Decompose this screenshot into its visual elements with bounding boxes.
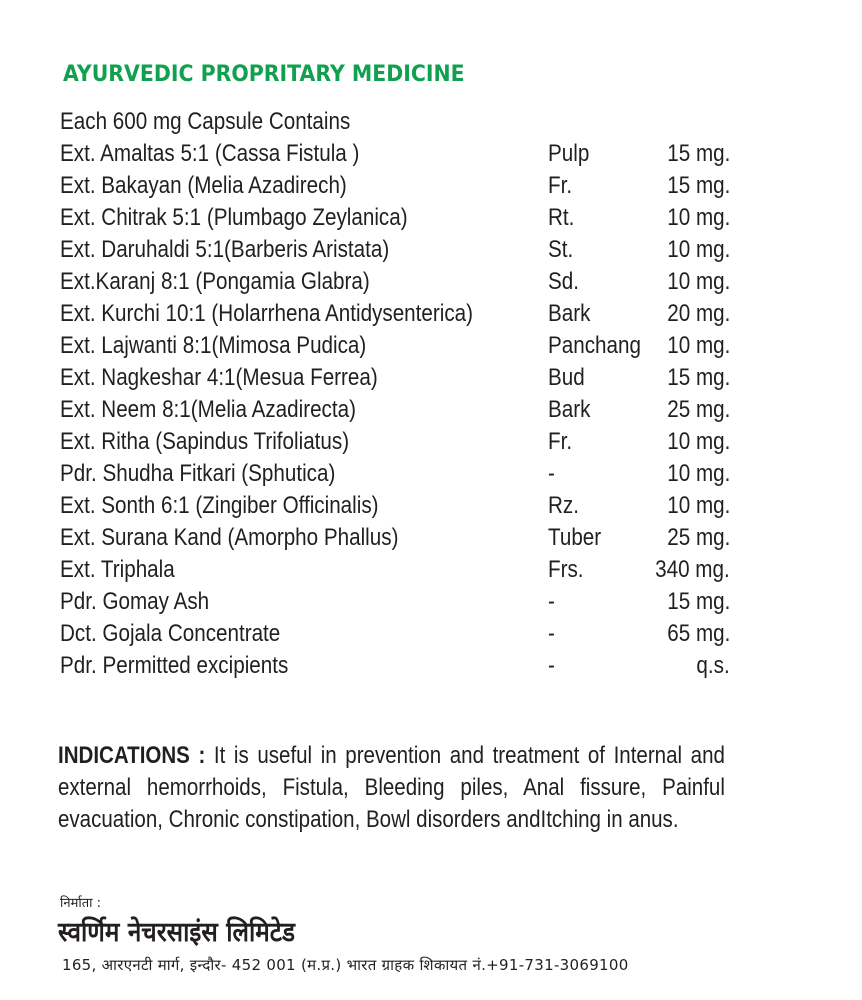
ingredient-part: Bark (548, 396, 591, 423)
ingredient-name: Ext. Sonth 6:1 (Zingiber Officinalis) (60, 492, 379, 519)
ingredient-row (60, 620, 740, 652)
ingredient-quantity: 15 mg. (666, 364, 730, 391)
ingredient-part: Panchang (548, 332, 641, 359)
ingredient-name: Pdr. Permitted excipients (60, 652, 289, 679)
ingredient-quantity: 65 mg. (666, 620, 730, 647)
ingredient-row (60, 172, 740, 204)
ingredient-row (60, 556, 740, 588)
ingredient-part: - (548, 620, 555, 647)
page-title: AYURVEDIC PROPRITARY MEDICINE (63, 62, 465, 87)
ingredient-part: Bud (548, 364, 585, 391)
ingredient-name: Ext. Kurchi 10:1 (Holarrhena Antidysenterica) (60, 300, 474, 327)
ingredient-row (60, 524, 740, 556)
ingredient-part: Rt. (548, 204, 575, 231)
ingredient-name: Ext. Bakayan (Melia Azadirech) (60, 172, 347, 199)
ingredient-name: Dct. Gojala Concentrate (60, 620, 281, 647)
ingredient-row (60, 652, 740, 684)
ingredient-part: Frs. (548, 556, 584, 583)
composition-intro: Each 600 mg Capsule Contains (60, 108, 351, 135)
ingredient-name: Pdr. Gomay Ash (60, 588, 210, 615)
ingredient-name: Ext. Triphala (60, 556, 175, 583)
ingredient-row (60, 588, 740, 620)
ingredient-part: Fr. (548, 172, 573, 199)
ingredient-part: Rz. (548, 492, 579, 519)
ingredient-quantity: 10 mg. (666, 236, 730, 263)
manufacturer-name: स्वर्णिम नेचरसाइंस लिमिटेड (58, 917, 296, 948)
ingredient-name: Ext. Ritha (Sapindus Trifoliatus) (60, 428, 350, 455)
indications-section (58, 740, 725, 836)
ingredient-name: Pdr. Shudha Fitkari (Sphutica) (60, 460, 336, 487)
ingredient-row (60, 492, 740, 524)
ingredient-name: Ext. Chitrak 5:1 (Plumbago Zeylanica) (60, 204, 408, 231)
ingredient-name: Ext. Neem 8:1(Melia Azadirecta) (60, 396, 356, 423)
ingredient-quantity: 340 mg. (655, 556, 730, 583)
ingredient-quantity: 25 mg. (666, 396, 730, 423)
ingredient-quantity: 10 mg. (666, 492, 730, 519)
ingredient-row (60, 204, 740, 236)
ingredient-quantity: 15 mg. (666, 140, 730, 167)
ingredient-quantity: 10 mg. (666, 268, 730, 295)
ingredient-row (60, 140, 740, 172)
ingredient-quantity: 15 mg. (666, 588, 730, 615)
ingredient-row (60, 300, 740, 332)
ingredient-part: Tuber (548, 524, 602, 551)
ingredient-row (60, 396, 740, 428)
indications-label: INDICATIONS : (58, 742, 206, 769)
indications-text: It is useful in prevention and treatment of Internal and external hemorrhoids, Fistula, Bleeding piles, Anal fissure, Painful evacuation, Chronic constipation, Bowl disorders andItching in anus. (58, 742, 725, 833)
ingredient-row (60, 364, 740, 396)
ingredient-row (60, 460, 740, 492)
ingredient-name: Ext. Lajwanti 8:1(Mimosa Pudica) (60, 332, 367, 359)
ingredient-part: Fr. (548, 428, 573, 455)
ingredient-part: Sd. (548, 268, 579, 295)
ingredient-name: Ext.Karanj 8:1 (Pongamia Glabra) (60, 268, 370, 295)
ingredient-quantity: 10 mg. (666, 460, 730, 487)
ingredient-row (60, 268, 740, 300)
ingredient-row (60, 236, 740, 268)
manufacturer-label: निर्माता : (60, 896, 102, 911)
ingredient-part: Pulp (548, 140, 590, 167)
ingredient-quantity: q.s. (696, 652, 730, 679)
ingredient-name: Ext. Surana Kand (Amorpho Phallus) (60, 524, 399, 551)
ingredient-quantity: 15 mg. (666, 172, 730, 199)
ingredient-quantity: 20 mg. (666, 300, 730, 327)
ingredient-quantity: 10 mg. (666, 428, 730, 455)
ingredient-name: Ext. Daruhaldi 5:1(Barberis Aristata) (60, 236, 390, 263)
ingredient-quantity: 10 mg. (666, 204, 730, 231)
ingredient-part: - (548, 460, 555, 487)
ingredient-name: Ext. Amaltas 5:1 (Cassa Fistula ) (60, 140, 360, 167)
ingredient-row (60, 332, 740, 364)
ingredient-part: St. (548, 236, 574, 263)
ingredient-name: Ext. Nagkeshar 4:1(Mesua Ferrea) (60, 364, 378, 391)
ingredient-part: - (548, 652, 555, 679)
ingredients-table (60, 140, 740, 684)
manufacturer-address: 165, आरएनटी मार्ग, इन्दौर- 452 001 (म.प्र.) भारत ग्राहक शिकायत नं.+91-731-3069100 (62, 956, 629, 974)
ingredient-quantity: 10 mg. (666, 332, 730, 359)
ingredient-part: - (548, 588, 555, 615)
ingredient-row (60, 428, 740, 460)
ingredient-part: Bark (548, 300, 591, 327)
ingredient-quantity: 25 mg. (666, 524, 730, 551)
